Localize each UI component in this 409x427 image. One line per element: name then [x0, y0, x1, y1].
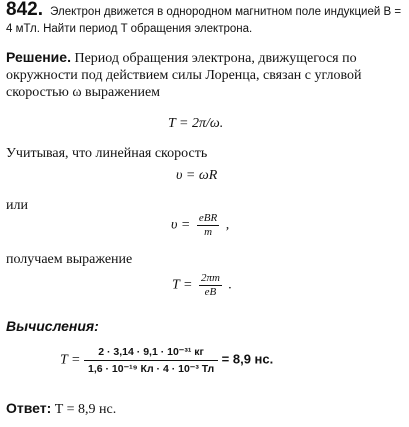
- calc-lhs: T =: [60, 352, 81, 368]
- calculation-label: Вычисления:: [6, 318, 99, 334]
- formula4-lhs: T =: [172, 277, 193, 293]
- solution-label: Решение.: [6, 49, 71, 65]
- solution-intro: [6, 49, 404, 101]
- formula3-lhs: υ =: [171, 217, 191, 233]
- answer-label: Ответ:: [6, 400, 52, 416]
- formula-period: T = 2π/ω.: [168, 116, 224, 131]
- formula3-fraction: [197, 212, 219, 239]
- formula3-numerator: eBR: [198, 212, 218, 224]
- text-linear-speed: Учитывая, что линейная скорость: [6, 146, 208, 161]
- formula4-denominator: eB: [204, 286, 217, 298]
- calc-fraction: [84, 345, 218, 376]
- formula3-tail: ,: [225, 217, 230, 233]
- formula-speed: υ = ωR: [176, 168, 218, 183]
- formula-period-final: [172, 272, 232, 299]
- formula4-numerator: 2πm: [200, 272, 220, 284]
- problem-number: 842.: [6, 0, 43, 20]
- calc-result: = 8,9 нс.: [221, 351, 274, 367]
- text-get-expression: получаем выражение: [6, 252, 133, 267]
- answer-value: T = 8,9 нс.: [54, 402, 117, 417]
- answer: [6, 400, 116, 418]
- calc-numerator: 2 · 3,14 · 9,1 · 10⁻³¹ кг: [84, 345, 218, 361]
- formula-speed-lorentz: [171, 212, 229, 239]
- problem-statement: [6, 2, 404, 37]
- calc-denominator: 1,6 · 10⁻¹⁹ Кл · 4 · 10⁻³ Тл: [87, 363, 215, 375]
- calculation-formula: [60, 345, 273, 376]
- problem-text: Электрон движется в однородном магнитном поле индукцией B = 4 мТл. Найти период T обращения электрона.: [6, 6, 402, 35]
- formula4-fraction: [199, 272, 222, 299]
- formula4-tail: .: [228, 277, 232, 293]
- text-or: или: [6, 198, 28, 213]
- solution-intro-text: Период обращения электрона, движущегося по окружности под действием силы Лоренца, связан с угловой скоростью ω выражением: [6, 51, 362, 100]
- formula3-denominator: m: [204, 226, 213, 238]
